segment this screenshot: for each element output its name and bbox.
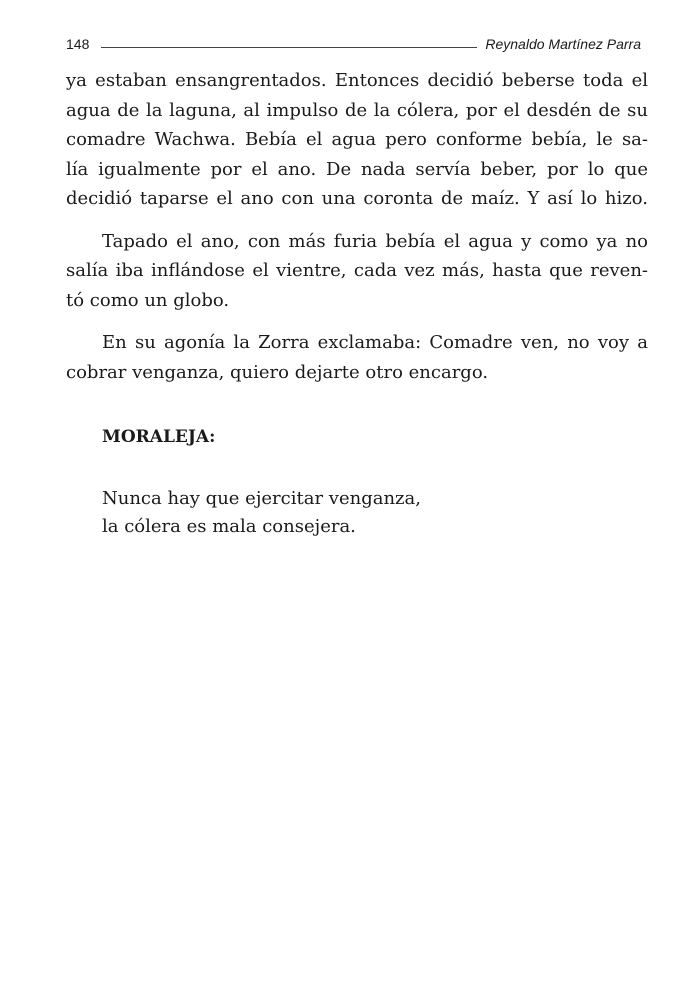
moral-title: MORALEJA: (102, 427, 216, 447)
paragraph-3 (66, 328, 648, 387)
running-author: Reynaldo Martínez Parra (485, 36, 641, 52)
paragraph-1 (66, 66, 648, 214)
moral-line: la cólera es mala consejera. (102, 516, 356, 537)
page-number: 148 (66, 36, 90, 52)
moral-line: Nunca hay que ejercitar venganza, (102, 488, 421, 509)
text-line: agua de la laguna, al impulso de la cólera, por el desdén de su (66, 99, 648, 121)
paragraph-2 (66, 227, 648, 316)
text-line: comadre Wachwa. Bebía el agua pero conforme bebía, le sa- (66, 129, 648, 150)
text-line: ya estaban ensangrentados. Entonces decidió beberse toda el (66, 70, 648, 91)
header-rule (101, 47, 477, 48)
text-line: En su agonía la Zorra exclamaba: Comadre ven, no voy a (102, 332, 648, 353)
moral-text (102, 485, 421, 541)
text-line: salía iba inflándose el vientre, cada vez más, hasta que reven- (66, 260, 648, 281)
text-line: lía igualmente por el ano. De nada servía beber, por lo que (66, 158, 648, 180)
body-text (66, 66, 648, 400)
text-line: decidió taparse el ano con una coronta de maíz. Y así lo hizo. (66, 188, 648, 209)
text-line: Tapado el ano, con más furia bebía el agua y como ya no (102, 230, 648, 252)
text-line: tó como un globo. (66, 289, 230, 311)
running-head (66, 32, 641, 56)
text-line: cobrar venganza, quiero dejarte otro encargo. (66, 361, 489, 383)
